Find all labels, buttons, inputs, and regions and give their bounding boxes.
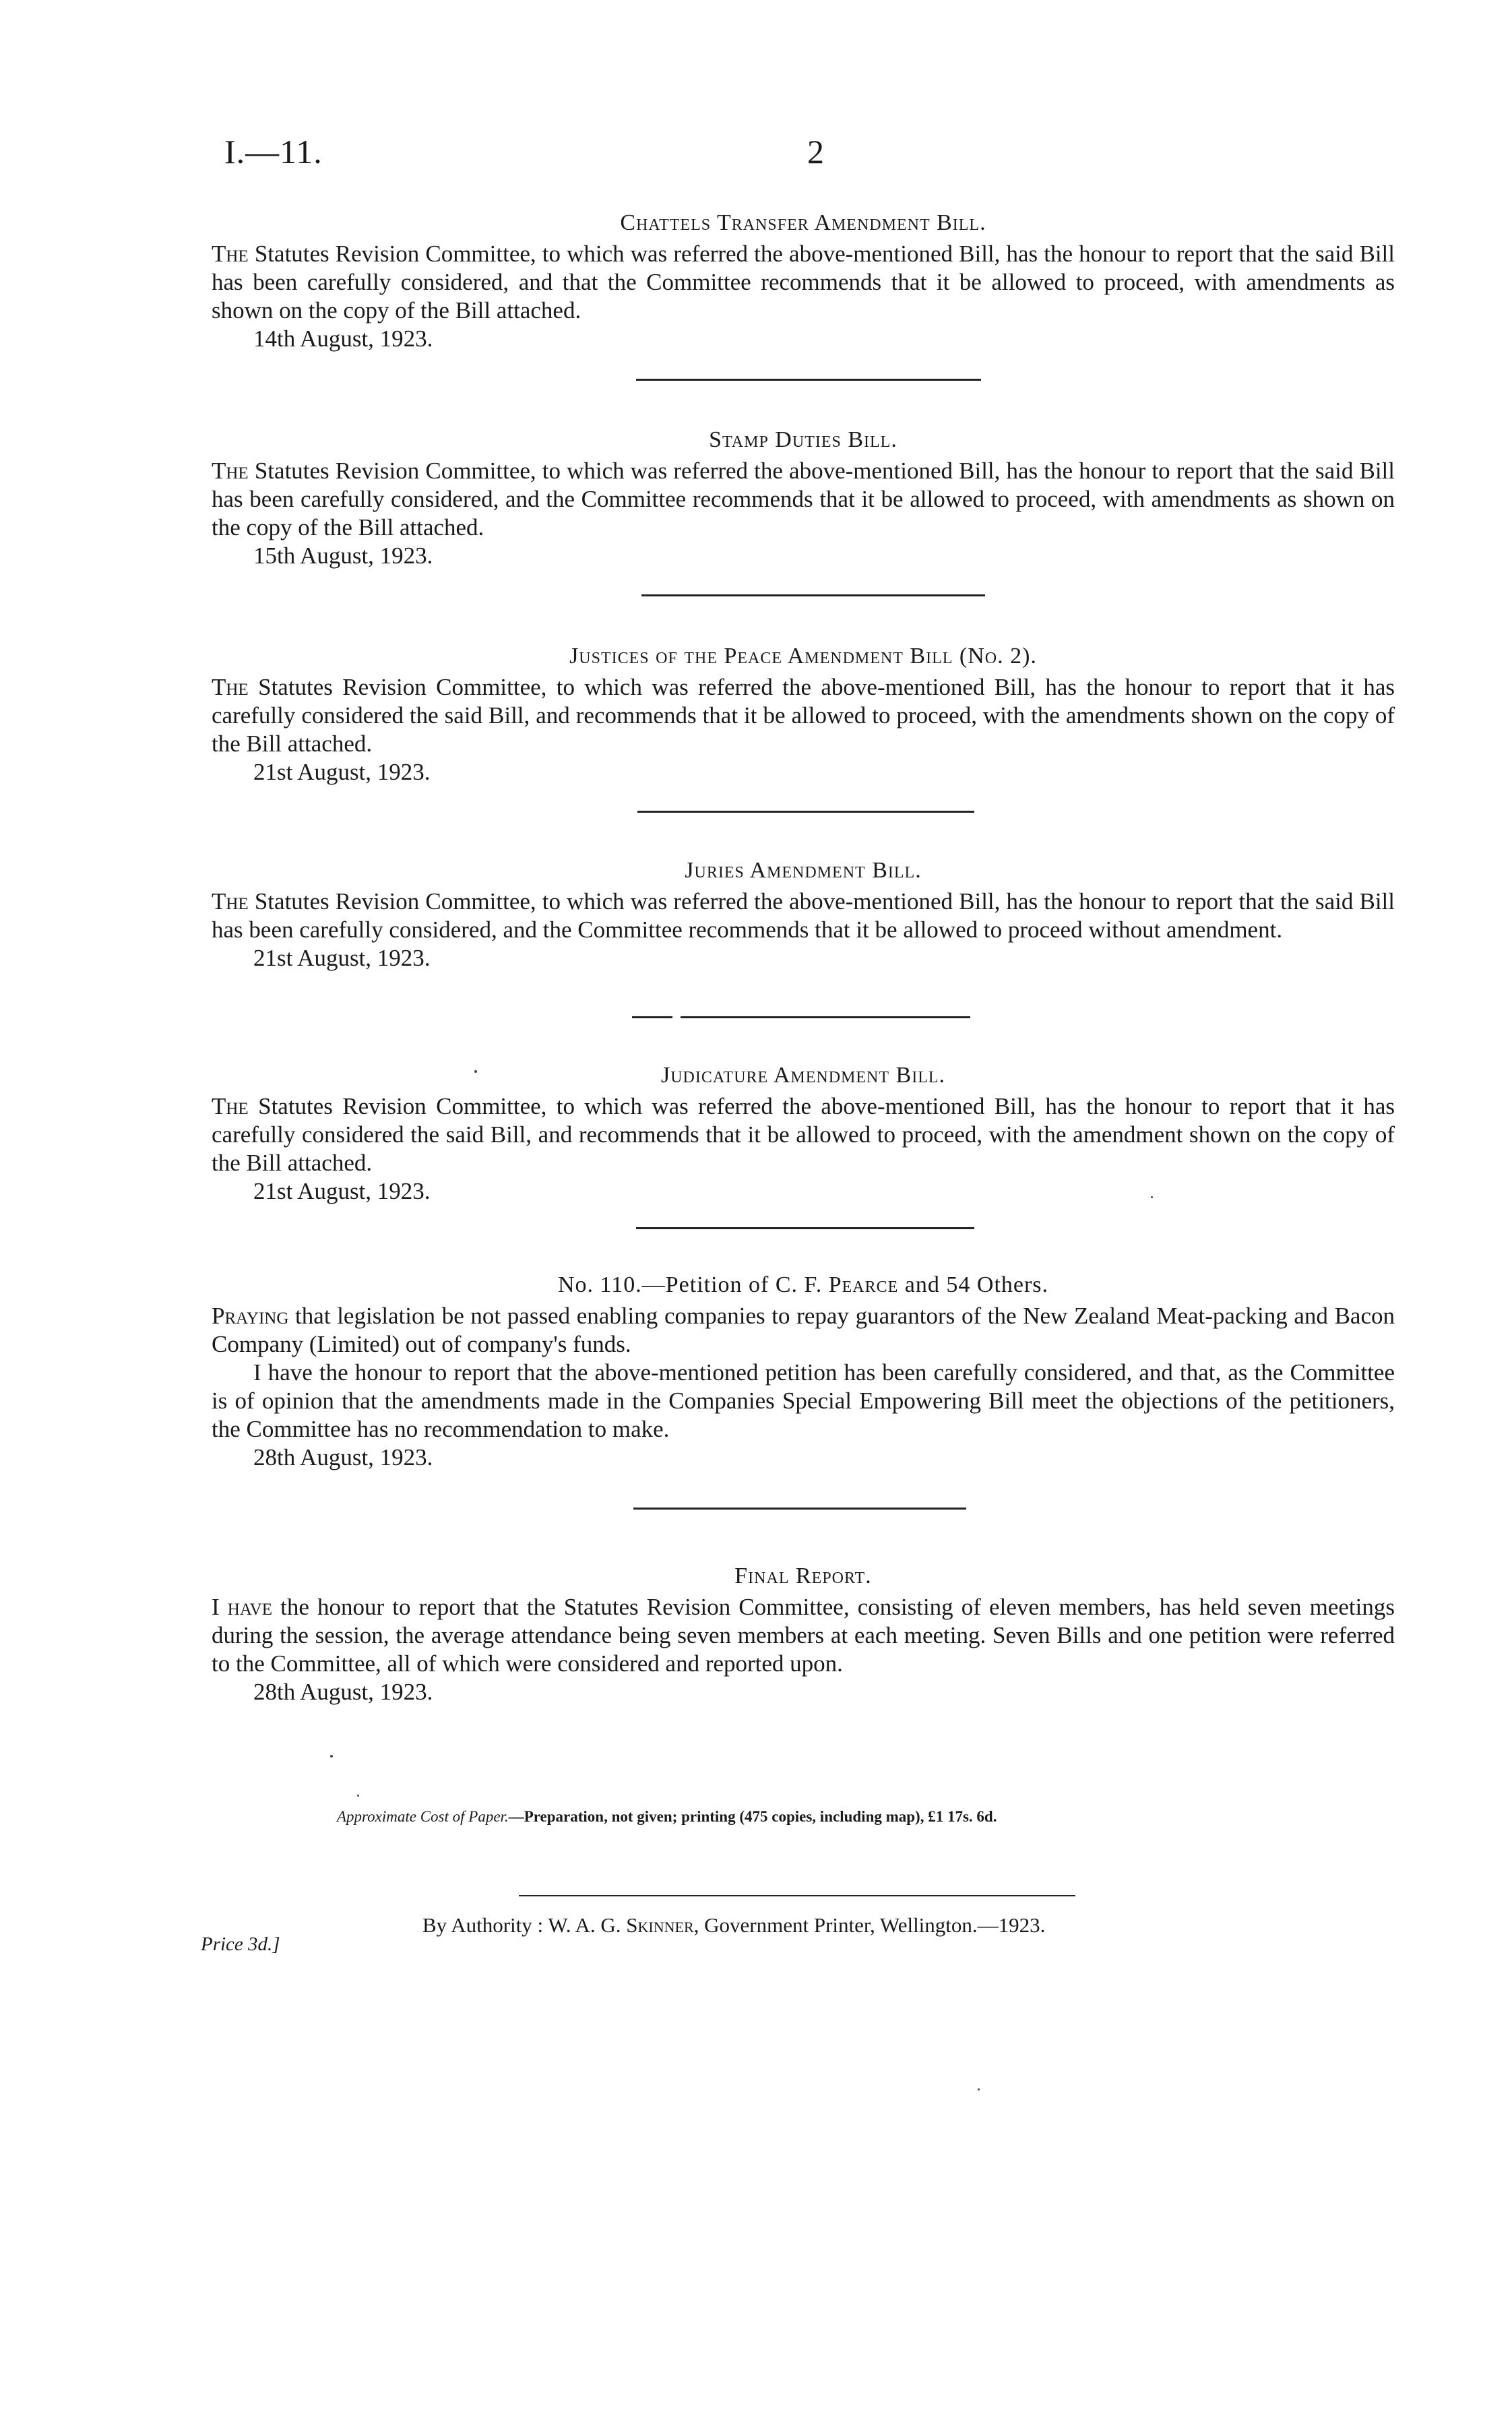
section-text: Statutes Revision Committee, to which was referred the above-mentioned Bill, has the honour to report that it has carefully considered the said Bill, and recommends that it be allowed to proceed, with the amendment shown on the copy of the Bill attached. (212, 1093, 1395, 1176)
paper-reference: I.—11. (224, 133, 323, 170)
cost-label: Approximate Cost of Paper. (337, 1808, 509, 1825)
section-body (212, 1092, 1395, 1177)
imprint-suffix: , Government Printer, Wellington.—1923. (693, 1913, 1046, 1937)
final-report-section (212, 1563, 1395, 1706)
price-label: Price 3d.] (201, 1933, 280, 1955)
section-lead: The (212, 1093, 249, 1119)
petition-title-name: Pearce (828, 1272, 899, 1297)
report-section-justices (212, 644, 1395, 786)
section-date: 21st August, 1923. (253, 945, 431, 971)
section-text: Statutes Revision Committee, to which was referred the above-mentioned Bill, has the honour to report that the said Bill has been carefully considered, and that the Committee recommends that it be allowed to proceed, with amendments as shown on the copy of the Bill attached. (212, 241, 1395, 323)
petition-section (212, 1272, 1395, 1472)
scan-speck (330, 1755, 333, 1758)
report-section-judicature (212, 1063, 1395, 1206)
section-date: 21st August, 1923. (253, 759, 431, 785)
petition-prayer-text: that legislation be not passed enabling companies to repay guarantors of the New Zealand Meat-packing and Bacon Company (Limited) out of company's funds. (212, 1303, 1395, 1357)
petition-title (212, 1272, 1395, 1298)
section-lead: The (212, 458, 249, 484)
petition-title-suffix: and 54 Others. (898, 1272, 1049, 1297)
report-section-juries (212, 858, 1395, 972)
section-title: Juries Amendment Bill. (685, 858, 922, 883)
section-body (212, 457, 1395, 542)
section-body (212, 673, 1395, 758)
petition-date: 28th August, 1923. (253, 1444, 433, 1470)
section-text: Statutes Revision Committee, to which was referred the above-mentioned Bill, has the honour to report that the said Bill has been carefully considered, and the Committee recommends that it be allowed to proceed, with amendments as shown on the copy of the Bill attached. (212, 458, 1395, 540)
final-report-text: the honour to report that the Statutes Revision Committee, consisting of eleven members, has held seven meetings during the session, the average attendance being seven members at each meeting. Seven Bills and one petition were referred to the Committee, all of which were considered and reported upon. (212, 1594, 1395, 1677)
section-title: Justices of the Peace Amendment Bill (No. 2). (569, 644, 1037, 669)
imprint-prefix: By Authority : W. A. G. (422, 1913, 627, 1937)
petition-prayer (212, 1302, 1395, 1359)
final-report-date: 28th August, 1923. (253, 1679, 433, 1705)
section-title: Stamp Duties Bill. (709, 427, 897, 452)
scan-speck (357, 1795, 359, 1797)
scan-speck (978, 2088, 980, 2090)
section-text: Statutes Revision Committee, to which was referred the above-mentioned Bill, has the honour to report that it has carefully considered the said Bill, and recommends that it be allowed to proceed, with the amendments shown on the copy of the Bill attached. (212, 674, 1395, 757)
separator-rule-fragment (632, 1016, 672, 1018)
section-date: 14th August, 1923. (253, 325, 433, 352)
imprint-name: Skinner (626, 1913, 694, 1937)
section-body (212, 240, 1395, 325)
separator-rule (681, 1016, 970, 1018)
separator-rule (641, 594, 985, 596)
petition-title-prefix: No. 110.—Petition of C. F. (557, 1272, 829, 1297)
cost-of-paper-note (337, 1808, 997, 1826)
separator-rule (633, 1508, 966, 1510)
section-body (212, 888, 1395, 944)
section-lead: The (212, 674, 249, 700)
section-date: 21st August, 1923. (253, 1178, 431, 1204)
section-title: Chattels Transfer Amendment Bill. (620, 210, 986, 235)
final-report-title: Final Report. (734, 1563, 872, 1588)
cost-text: —Preparation, not given; printing (475 copies, including map), £1 17s. 6d. (508, 1808, 997, 1825)
imprint-rule (519, 1895, 1075, 1896)
petition-lead: Praying (212, 1303, 289, 1329)
section-date: 15th August, 1923. (253, 542, 433, 569)
final-report-body (212, 1593, 1395, 1678)
printer-imprint (422, 1913, 1045, 1937)
scan-speck (474, 1070, 477, 1073)
section-title: Judicature Amendment Bill. (660, 1063, 946, 1088)
section-lead: The (212, 241, 249, 267)
report-section-stamp-duties (212, 427, 1395, 570)
separator-rule (636, 1227, 974, 1229)
report-section-chattels (212, 210, 1395, 353)
separator-rule (636, 379, 981, 381)
section-lead: The (212, 888, 249, 914)
final-report-lead: I have (212, 1594, 272, 1620)
section-text: Statutes Revision Committee, to which was referred the above-mentioned Bill, has the honour to report that the said Bill has been carefully considered, and the Committee recommends that it be allowed to proceed without amendment. (212, 888, 1395, 943)
separator-rule (637, 811, 974, 813)
petition-report: I have the honour to report that the above-mentioned petition has been carefully considered, and that, as the Committee is of opinion that the amendments made in the Companies Special Empowering Bill meet the objections of the petitioners, the Committee has no recommendation to make. (212, 1359, 1395, 1442)
page-number: 2 (807, 133, 824, 170)
scan-speck (1151, 1196, 1153, 1198)
